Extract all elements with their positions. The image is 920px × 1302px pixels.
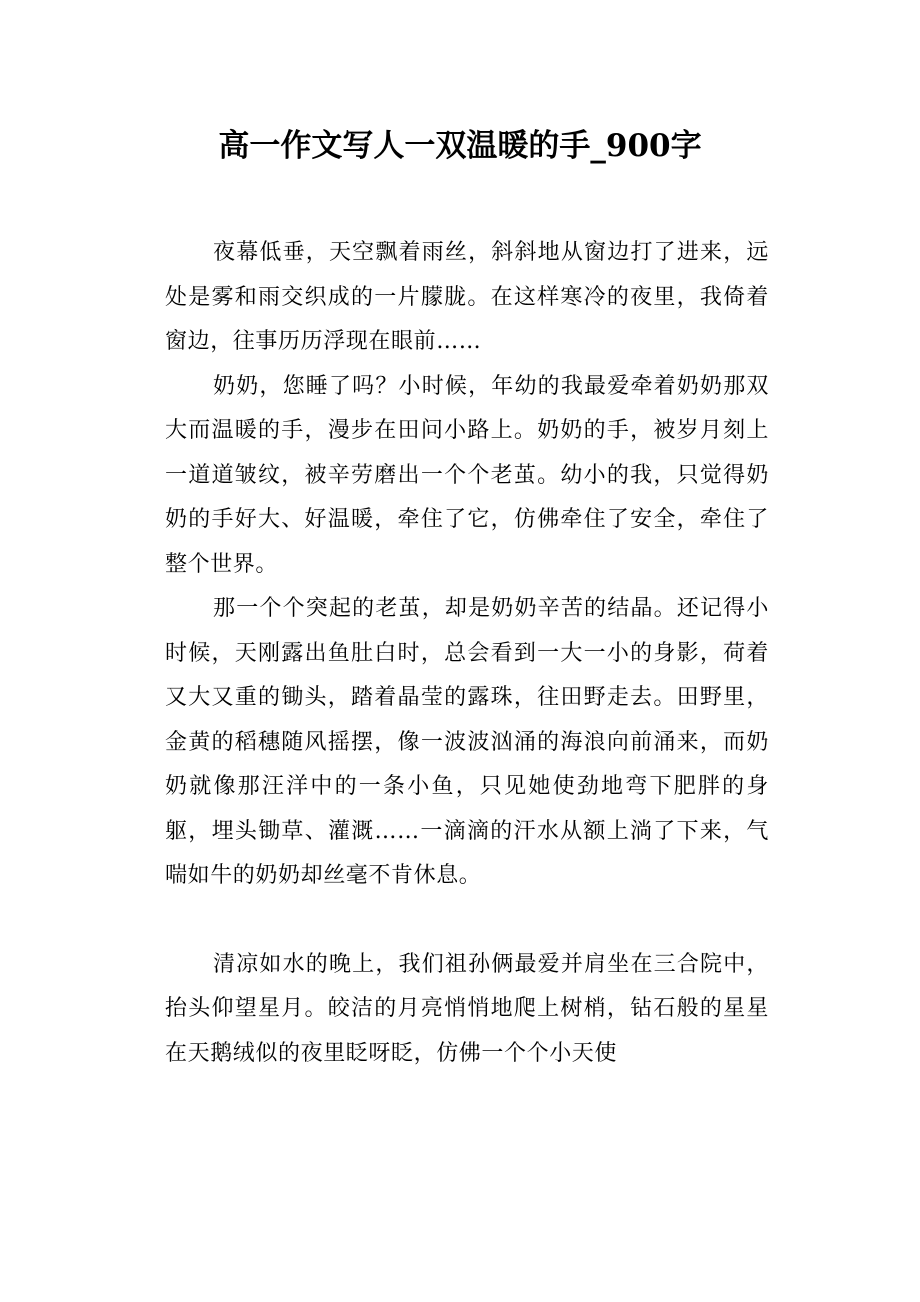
paragraph-1: 夜幕低垂，天空飘着雨丝，斜斜地从窗边打了进来，远处是雾和雨交织成的一片朦胧。在这样寒冷的夜里，我倚着窗边，往事历历浮现在眼前…… <box>165 240 769 354</box>
document-body <box>165 231 769 1076</box>
document-title: 高一作文写人一双温暖的手_900字 <box>218 128 702 164</box>
paragraph-4: 清凉如水的晚上，我们祖孙俩最爱并肩坐在三合院中，抬头仰望星月。皎洁的月亮悄悄地爬上树梢，钻石般的星星在天鹅绒似的夜里眨呀眨，仿佛一个个小天使 <box>165 951 769 1066</box>
paragraph-3: 那一个个突起的老茧，却是奶奶辛苦的结晶。还记得小时候，天刚露出鱼肚白时，总会看到一大一小的身影，荷着又大又重的锄头，踏着晶莹的露珠，往田野走去。田野里，金黄的稻穗随风摇摆，像一波波汹涌的海浪向前涌来，而奶奶就像那汪洋中的一条小鱼，只见她使劲地弯下肥胖的身躯，埋头锄草、灌溉……一滴滴的汗水从额上淌了下来，气喘如牛的奶奶却丝毫不肯休息。 <box>165 596 769 888</box>
paragraph-2: 奶奶，您睡了吗？小时候，年幼的我最爱牵着奶奶那双大而温暖的手，漫步在田问小路上。奶奶的手，被岁月刻上一道道皱纹，被辛劳磨出一个个老茧。幼小的我，只觉得奶奶的手好大、好温暖，牵住了它，仿佛牵住了安全，牵住了整个世界。 <box>165 373 769 577</box>
